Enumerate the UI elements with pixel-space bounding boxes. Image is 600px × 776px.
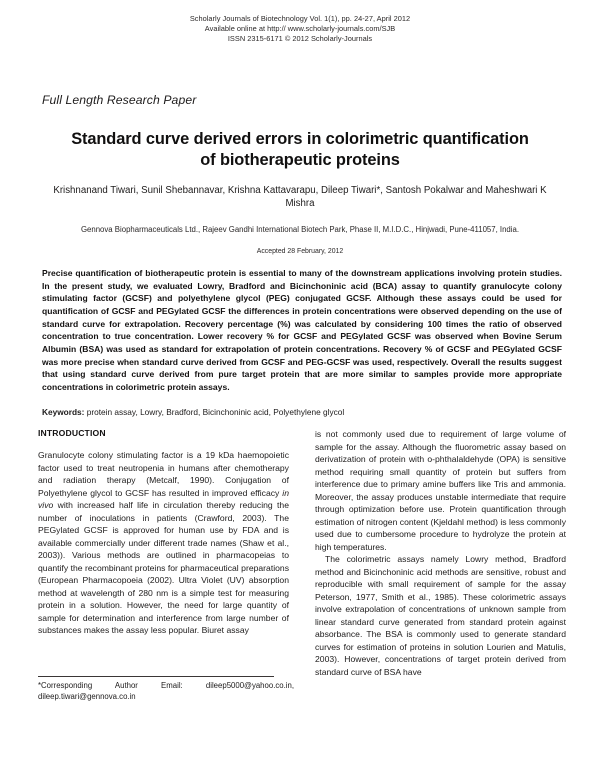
keywords-label: Keywords: xyxy=(42,406,85,417)
section-heading-introduction: INTRODUCTION xyxy=(38,428,106,438)
paragraph-italic-invivo: in vivo xyxy=(38,487,289,510)
masthead-line-issn: ISSN 2315-6171 © 2012 Scholarly-Journals xyxy=(227,33,373,43)
page-title: Standard curve derived errors in colorimetric quantification of biotherapeutic proteins xyxy=(71,130,529,170)
paragraph-intro-left xyxy=(38,449,289,637)
keywords xyxy=(42,407,562,419)
author-list: Krishnanand Tiwari, Sunil Shebannavar, Krishna Kattavarapu, Dileep Tiwari*, Santosh Pokalwar and Maheshwari K Mishra xyxy=(53,185,547,210)
column-left xyxy=(38,428,289,678)
masthead-line-url: Available online at http:// www.scholarly-journals.com/SJB xyxy=(204,23,396,33)
corresponding-author-footnote xyxy=(38,676,294,703)
keywords-list: protein assay, Lowry, Bradford, Bicinchoninic acid, Polyethylene glycol xyxy=(84,406,345,417)
footnote-divider xyxy=(38,676,274,677)
affiliation: Gennova Biopharmaceuticals Ltd., Rajeev Gandhi International Biotech Park, Phase II, M.I.D.C., Hinjwadi, Pune-411057, India. xyxy=(80,224,520,234)
article-type-label: Full Length Research Paper xyxy=(42,93,197,108)
footnote-text: *Corresponding Author Email: dileep5000@yahoo.co.in, dileep.tiwari@gennova.co.in xyxy=(38,681,294,701)
paragraph-part-a: Granulocyte colony stimulating factor is a 19 kDa haemopoietic factor used to treat neutropenia in humans after chemotherapy and radiation therapy (Metcalf, 1990). Conjugation of Polyethylene glycol to GCSF has resulted in improved efficacy xyxy=(38,450,289,498)
abstract-text: Precise quantification of biotherapeutic protein is essential to many of the downstream applications involving protein studies. In the present study, we evaluated Lowry, Bradford and Bicinchoninic acid (BCA) assay to quantify granulocyte colony stimulating factor (GCSF) and polyethylene glycol (PEG) conjugated GCSF. Although these assays could be used for quantification of GCSF and PEGylated GCSF the differences in protein concentrations were observed depending on the use of standard curve for extrapolation. Recovery percentage (%) was calculated by considering 100 times the ratio of observed concentration to true concentration. Lower recovery % for GCSF and PEGylated GCSF was observed when Bovine Serum Albumin (BSA) was used as standard for extrapolation of protein concentrations. Recovery % of GCSF and PEGylated GCSF was more precise when standard curve derived from GCSF and PEG-GCSF was used, respectively. Overall the results suggest that using standard curve derived from pure target protein that are more similar to samples provide more appropriate concentrations in colorimetric protein assays. xyxy=(42,267,562,393)
accepted-date: Accepted 28 February, 2012 xyxy=(256,247,344,255)
masthead-line-journal: Scholarly Journals of Biotechnology Vol. 1(1), pp. 24-27, April 2012 xyxy=(189,14,411,23)
paragraph-part-b: with increased half life in circulation thereby reducing the number of inoculations in patients (Crawford, 2003). The PEGylated GCSF is approved for human use by FDA and is available commercially under different trade names (Shaw et al., 2003)). Various methods are outlined in pharmacopeias to quantify the recombinant proteins for pharmaceutical preparations (European Pharmacopoeia (2002). Ultra Violet (UV) absorption method at wavelength of 280 nm is a simple test for measuring protein in a solution. However, the need for large quantity of sample for determination and interference from large number of substances makes the assay less popular. Biuret assay xyxy=(38,500,289,635)
body-columns xyxy=(0,428,600,678)
column-right xyxy=(315,428,566,678)
journal-masthead xyxy=(0,0,600,43)
paragraph-intro-right-1: is not commonly used due to requirement of large volume of sample for the assay. Although the fluorometric assay based on derivatization of protein with o-phthalaldehyde (OPA) is sensitive method requiring small quantity of protein but suffers from interference due to primary amine buffers like Tris and ammonia. Moreover, the assay produces unstable intermediate that require through optimization before use. Protein quantification through estimation of nitrogen content (Kjeldahl method) is less commonly used due to cumbersome procedure to hydrolyze the protein at high temperatures. xyxy=(315,429,566,552)
paragraph-intro-right-2: The colorimetric assays namely Lowry method, Bradford method and Bicinchoninic acid methods are sensitive, robust and reproducible with small requirement of sample for the assay Peterson, 1977, Smith et al., 1985). These colorimetric assays involve extrapolation of concentrations of unknown sample from linear standard curve generated from standard protein against absorbance. The BSA is commonly used to generate standard curves for estimation of proteins in solution Lourien and Matulis, 2003). However, concentrations of target protein derived from standard curve of BSA have xyxy=(315,554,566,677)
